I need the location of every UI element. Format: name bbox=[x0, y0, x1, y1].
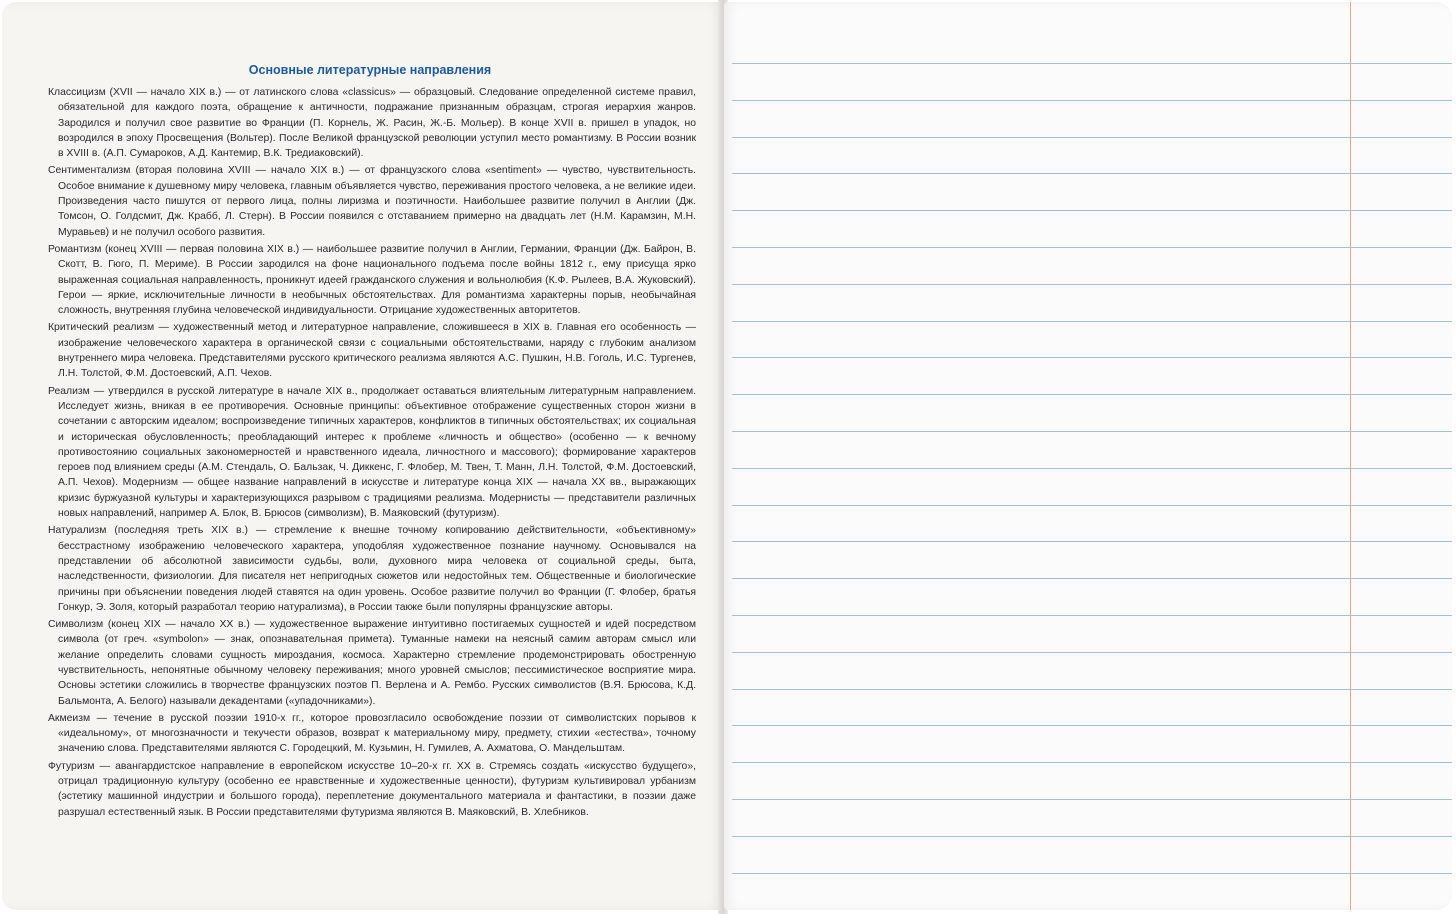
entry-sentimentalism: Сентиментализм (вторая половина XVIII — начало XIX в.) — от французского слова «sentiment» — чувство, чувствительность. Особое внимание к душевному миру человека, главным объявляется чувство, переживания простого человека, а не великие идеи. Произведения часто пишутся от первого лица, полны лиризма и поэтичности. Наибольшее развитие получил в Англии (Дж. Томсон, О. Голдсмит, Дж. Крабб, Л. Стерн). В России появился с отставанием примерно на двадцать лет (Н.М. Карамзин, М.Н. Муравьев) и не получил особого развития. bbox=[48, 165, 696, 238]
ruled-line bbox=[732, 468, 1452, 469]
ruled-line bbox=[732, 505, 1452, 506]
entry-symbolism: Символизм (конец XIX — начало XX в.) — художественное выражение интуитивно постигаемых сущностей и идей посредством символа (от греч. «symbolon» — знак, опознавательная примета). Туманные намеки на неясный самим авторам смысл или желание определить словами сущность мироздания, космоса. Характерно стремление продемонстрировать обостренную чувствительность, непонятные обычному человеку переживания; много уровней смыслов; пессимистическое восприятие мира. Основы эстетики сложились в творчестве французских поэтов П. Верлена и А. Рембо. Русских символистов (В.Я. Брюсова, К.Д. Бальмонта, А. Белого) называли декадентами («упадочниками»). bbox=[48, 619, 696, 707]
ruled-line bbox=[732, 137, 1452, 138]
ruled-line bbox=[732, 689, 1452, 690]
ruled-line bbox=[732, 578, 1452, 579]
ruled-line bbox=[732, 210, 1452, 211]
ruled-line bbox=[732, 173, 1452, 174]
ruled-line bbox=[732, 873, 1452, 874]
ruled-line bbox=[732, 247, 1452, 248]
ruled-line bbox=[732, 431, 1452, 432]
entry-naturalism: Натурализм (последняя треть XIX в.) — стремление к внешне точному копированию действительности, «объективному» бесстрастному изображению человеческого характера, уподобляя художественное познание научному. Основывался на представлении об абсолютной зависимости судьбы, воли, духовного мира человека от социальной среды, быта, наследственности, физиологии. Для писателя нет непригодных сюжетов или недостойных тем. Общественные и биологические причины при объяснении поведения людей ставятся на один уровень. Особое развитие получил во Франции (Г. Флобер, братья Гонкур, Э. Золя, который разработал теорию натурализма), в России также были популярны французские авторы. bbox=[48, 525, 696, 613]
ruled-line bbox=[732, 541, 1452, 542]
ruled-line bbox=[732, 725, 1452, 726]
entry-realism: Реализм — утвердился в русской литературе в начале XIX в., продолжает оставаться влиятельным литературным направлением. Исследует жизнь, вникая в ее противоречия. Основные принципы: объективное отображение существенных сторон жизни в сочетании с авторским идеалом; воспроизведение типичных характеров, конфликтов в типичных обстоятельствах; их социальная и историческая обусловленность; преобладающий интерес к проблеме «личность и общество» (особенно — к вечному противостоянию социальных закономерностей и нравственного идеала, личностного и массового); формирование характеров героев под влиянием среды (А.М. Стендаль, О. Бальзак, Ч. Диккенс, Г. Флобер, М. Твен, Т. Манн, Л.Н. Толстой, Ф.М. Достоевский, А.П. Чехов). Модернизм — общее название направлений в искусстве и литературе конца XIX — начала XX вв., выражающих кризис буржуазной культуры и характеризующихся разрывом с традициями реализма. Модернисты — представители различных новых направлений, например А. Блок, В. Брюсов (символизм), В. Маяковский (футуризм). bbox=[48, 385, 696, 520]
ruled-line bbox=[732, 100, 1452, 101]
entry-classicism: Классицизм (XVII — начало XIX в.) — от латинского слова «classicus» — образцовый. Следование определенной системе правил, обязательной для каждого поэта, обращение к античности, подражание признанным образцам, строгая иерархия жанров. Зародился и получил свое развитие во Франции (П. Корнель, Ж. Расин, Ж.-Б. Мольер). В конце XVII в. пришел в упадок, но возродился в эпоху Просвещения (Вольтер). После Великой французской революции уступил место романтизму. В России возник в XVIII в. (А.П. Сумароков, А.Д. Кантемир, В.К. Тредиаковский). bbox=[48, 87, 696, 160]
entry-futurism: Футуризм — авангардистское направление в европейском искусстве 10–20-х гг. XX в. Стремясь создать «искусство будущего», отрицал традиционную культуру (особенно ее нравственные и художественные ценности), футуризм культивировал урбанизм (эстетику машинной индустрии и большого города), переплетение документального материала и фантастики, в поэзии даже разрушал естественный язык. В России представителями футуризма являются В. Маяковский, В. Хлебников. bbox=[48, 760, 696, 818]
entry-acmeism: Акмеизм — течение в русской поэзии 1910-х гг., которое провозгласило освобождение поэзии от символистских порывов к «идеальному», от многозначности и текучести образов, возврат к материальному миру, предмету, стихии «естества», точному значению слова. Представителями являются С. Городецкий, М. Кузьмин, Н. Гумилев, А. Ахматова, О. Мандельштам. bbox=[48, 712, 696, 755]
left-page bbox=[2, 2, 722, 910]
ruled-line bbox=[732, 799, 1452, 800]
entry-critical-realism: Критический реализм — художественный метод и литературное направление, сложившееся в XIX в. Главная его особенность — изображение человеческого характера в органической связи с социальными обстоятельствами, наряду с глубоким анализом внутреннего мира человека. Представителями русского критического реализма являются А.С. Пушкин, Н.В. Гоголь, И.С. Тургенев, Л.Н. Толстой, Ф.М. Достоевский, А.П. Чехов. bbox=[48, 322, 696, 380]
ruled-line bbox=[732, 652, 1452, 653]
margin-line bbox=[1350, 2, 1351, 910]
entry-romanticism: Романтизм (конец XVIII — первая половина XIX в.) — наибольшее развитие получил в Англии, Германии, Франции (Дж. Байрон, В. Скотт, В. Гюго, П. Мериме). В России зародился на фоне национального подъема после войны 1812 г., ему присуща ярко выраженная социальная направленность, проникнут идеей гражданского служения и вольнолюбия (К.Ф. Рылеев, В.А. Жуковский). Герои — яркие, исключительные личности в необычных обстоятельствах. Для романтизма характерны порыв, необычайная сложность, внутренняя глубина человеческой индивидуальности. Отрицание художественных авторитетов. bbox=[48, 243, 696, 317]
ruled-line bbox=[732, 394, 1452, 395]
ruled-line bbox=[732, 762, 1452, 763]
ruled-line bbox=[732, 63, 1452, 64]
entries-list bbox=[48, 85, 696, 822]
ruled-line bbox=[732, 836, 1452, 837]
ruled-line bbox=[732, 357, 1452, 358]
ruled-line bbox=[732, 615, 1452, 616]
ruled-lines bbox=[724, 2, 1452, 910]
ruled-line bbox=[732, 284, 1452, 285]
page-title: Основные литературные направления bbox=[248, 63, 492, 77]
right-page-lined bbox=[724, 2, 1452, 910]
ruled-line bbox=[732, 321, 1452, 322]
